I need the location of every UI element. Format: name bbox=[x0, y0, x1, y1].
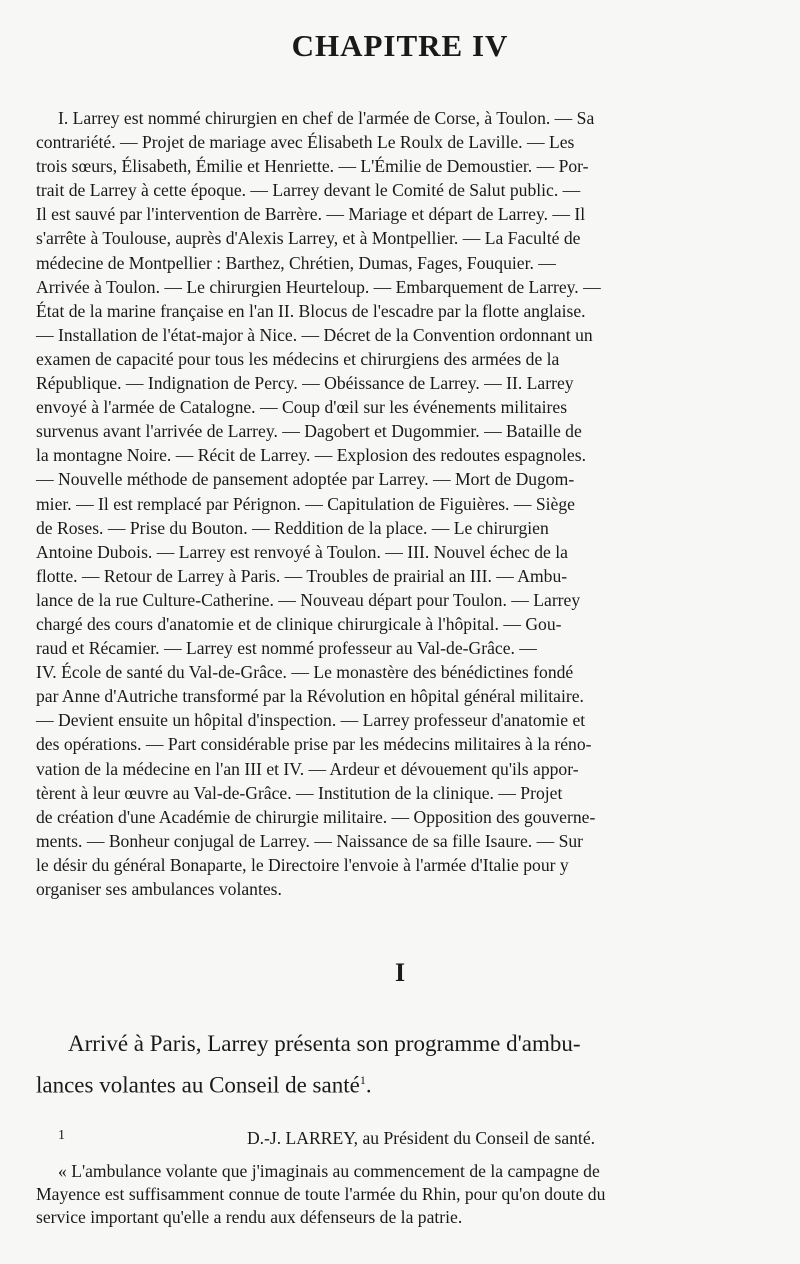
body-paragraph bbox=[36, 1026, 766, 1104]
summary-line: de création d'une Académie de chirurgie militaire. — Opposition des gouverne- bbox=[36, 806, 596, 827]
summary-line: par Anne d'Autriche transformé par la Révolution en hôpital général militaire. bbox=[36, 686, 584, 707]
body-line-end: . bbox=[365, 1072, 372, 1098]
footnote-reference[interactable]: 1 bbox=[359, 1073, 366, 1087]
summary-line: tèrent à leur œuvre au Val-de-Grâce. — Institution de la clinique. — Projet bbox=[36, 782, 563, 803]
chapter-summary bbox=[36, 106, 766, 901]
summary-line: contrariété. — Projet de mariage avec Élisabeth Le Roulx de Laville. — Les bbox=[36, 132, 575, 153]
summary-line: vation de la médecine en l'an III et IV. — Ardeur et dévouement qu'ils appor- bbox=[36, 758, 579, 779]
summary-line: examen de capacité pour tous les médecins et chirurgiens des armées de la bbox=[36, 348, 560, 369]
chapter-title: CHAPITRE IV bbox=[291, 28, 509, 63]
section-number: I bbox=[394, 958, 406, 987]
body-line: Arrivé à Paris, Larrey présenta son programme d'ambu- bbox=[68, 1031, 581, 1056]
summary-line: s'arrête à Toulouse, auprès d'Alexis Larrey, et à Montpellier. — La Faculté de bbox=[36, 228, 581, 249]
summary-line: chargé des cours d'anatomie et de clinique chirurgicale à l'hôpital. — Gou- bbox=[36, 613, 562, 634]
summary-line: médecine de Montpellier : Barthez, Chrétien, Dumas, Fages, Fouquier. — bbox=[36, 252, 556, 273]
body-line bbox=[36, 1062, 766, 1104]
summary-line: de Roses. — Prise du Bouton. — Reddition de la place. — Le chirurgien bbox=[36, 517, 549, 538]
footnote-line: service important qu'elle a rendu aux défenseurs de la patrie. bbox=[36, 1207, 463, 1227]
summary-line: — Devient ensuite un hôpital d'inspection. — Larrey professeur d'anatomie et bbox=[36, 710, 586, 731]
summary-line: État de la marine française en l'an II. Blocus de l'escadre par la flotte anglaise. bbox=[36, 300, 586, 321]
summary-line: République. — Indignation de Percy. — Obéissance de Larrey. — II. Larrey bbox=[36, 373, 574, 394]
summary-line: Antoine Dubois. — Larrey est renvoyé à Toulon. — III. Nouvel échec de la bbox=[36, 541, 568, 562]
summary-line: le désir du général Bonaparte, le Directoire l'envoie à l'armée d'Italie pour y bbox=[36, 854, 569, 875]
body-line-text: lances volantes au Conseil de santé bbox=[36, 1072, 360, 1098]
footnote-header bbox=[36, 1128, 766, 1149]
summary-line: envoyé à l'armée de Catalogne. — Coup d'œil sur les événements militaires bbox=[36, 397, 568, 418]
summary-line: — Nouvelle méthode de pansement adoptée par Larrey. — Mort de Dugom- bbox=[36, 469, 575, 490]
summary-line: ments. — Bonheur conjugal de Larrey. — Naissance de sa fille Isaure. — Sur bbox=[36, 830, 584, 851]
summary-line: trait de Larrey à cette époque. — Larrey devant le Comité de Salut public. — bbox=[36, 180, 581, 201]
summary-line: I. Larrey est nommé chirurgien en chef de l'armée de Corse, à Toulon. — Sa bbox=[58, 108, 595, 128]
footnote-number: 1 bbox=[58, 1128, 65, 1143]
summary-line: lance de la rue Culture-Catherine. — Nouveau départ pour Toulon. — Larrey bbox=[36, 589, 581, 610]
footnote-text bbox=[36, 1160, 766, 1229]
footnote-title: D.-J. LARREY, au Président du Conseil de santé. bbox=[246, 1128, 596, 1148]
summary-line: survenus avant l'arrivée de Larrey. — Dagobert et Dugommier. — Bataille de bbox=[36, 421, 582, 442]
summary-line: — Installation de l'état-major à Nice. — Décret de la Convention ordonnant un bbox=[36, 324, 593, 345]
footnote-line: « L'ambulance volante que j'imaginais au commencement de la campagne de bbox=[58, 1161, 600, 1181]
summary-line: la montagne Noire. — Récit de Larrey. — Explosion des redoutes espagnoles. bbox=[36, 445, 586, 466]
summary-line: des opérations. — Part considérable prise par les médecins militaires à la réno- bbox=[36, 734, 592, 755]
summary-line: organiser ses ambulances volantes. bbox=[36, 879, 282, 899]
summary-line: flotte. — Retour de Larrey à Paris. — Troubles de prairial an III. — Ambu- bbox=[36, 565, 568, 586]
summary-line: raud et Récamier. — Larrey est nommé professeur au Val-de-Grâce. — bbox=[36, 638, 537, 659]
summary-line: trois sœurs, Élisabeth, Émilie et Henriette. — L'Émilie de Demoustier. — Por- bbox=[36, 156, 589, 177]
summary-line: mier. — Il est remplacé par Pérignon. — Capitulation de Figuières. — Siège bbox=[36, 493, 575, 514]
summary-line: IV. École de santé du Val-de-Grâce. — Le monastère des bénédictines fondé bbox=[36, 662, 574, 683]
summary-line: Il est sauvé par l'intervention de Barrère. — Mariage et départ de Larrey. — Il bbox=[36, 204, 586, 225]
footnote-line: Mayence est suffisamment connue de toute l'armée du Rhin, pour qu'on doute du bbox=[36, 1184, 606, 1204]
summary-line: Arrivée à Toulon. — Le chirurgien Heurteloup. — Embarquement de Larrey. — bbox=[36, 276, 601, 297]
